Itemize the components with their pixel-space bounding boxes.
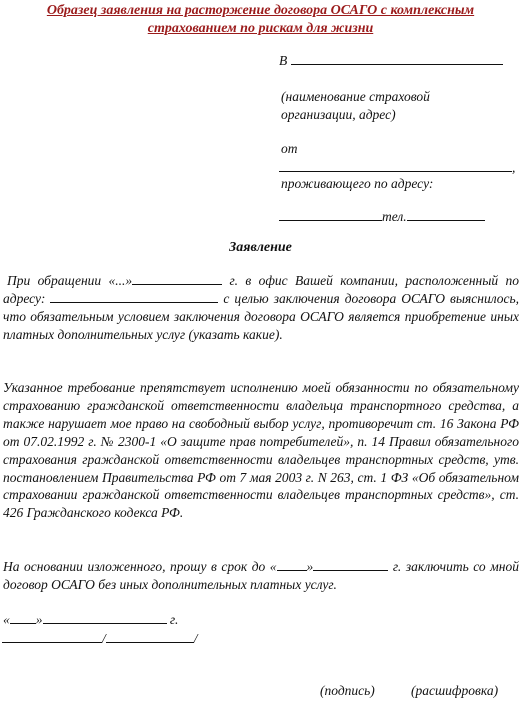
paragraph-2 [3,379,519,522]
date-day-blank [10,611,36,624]
phone-label: тел. [382,209,407,224]
paragraph-1 [3,272,519,344]
signature-line [2,630,198,647]
paragraph-1-part-2: г. в офис Вашей компании, расположенный по адресу: [3,273,520,306]
signature-label: (подпись) [320,683,375,698]
date-year-suffix: г. [169,612,179,627]
from-label: от [281,141,298,156]
decoding-label: (расшифровка) [411,683,499,698]
applicant-name-blank [279,159,512,172]
office-address-blank [50,291,218,303]
insurer-name-blank [291,52,503,65]
date-line [3,611,178,628]
phone-blank [407,208,485,221]
date-open-quote: « [3,612,10,627]
paragraph-1-part-1: При обращении «...» [7,273,133,288]
paragraph-3-part-1: На основании изложенного, прошу в срок до « [3,559,277,574]
addressee-line [279,52,503,69]
paragraph-2-text: Указанное требование препятствует исполнению моей обязанности по обязательному страхованию гражданской ответственности владельца транспортного средства, а также нарушает мое право на свободный выбор услуг, противоречит ст. 16 Закона РФ от 07.02.1992 г. № 2300-1 «О защите прав потребителей», п. 14 Правил обязательного страхования гражданской ответственности владельцев транспортных средств, утв. постановлением Правительства РФ от 7 мая 2003 г. N 263, ст. 1 ФЗ «Об обязательном страховании гражданской ответственности владельцев транспортных средств», ст. 426 Гражданского кодекса РФ. [3,380,519,521]
paragraph-3-part-3: г. заключить со мной договор ОСАГО без иных дополнительных платных услуг. [3,559,519,592]
title-line-2: страхованием по рискам для жизни [147,21,374,36]
from-line [279,159,515,176]
title-line-1: Образец заявления на расторжение договора ОСАГО с комплексным [46,3,475,18]
deadline-month-blank [313,559,388,571]
signature-blank [2,630,102,643]
deadline-day-blank [277,559,307,571]
date-close-quote: » [35,612,43,627]
phone-line [279,208,485,225]
paragraph-3 [3,558,519,594]
paragraph-1-part-3: с целью заключения договора ОСАГО выяснилось, что обязательным условием заключения договора ОСАГО является приобретение иных платных дополнительных услуг (указать какие). [3,290,520,342]
to-prefix: В [279,53,288,68]
insurer-note-line-2: организации, адрес) [281,107,396,122]
signature-slash-2: / [193,631,198,646]
paragraph-3-part-2: » [306,559,314,574]
address-blank [279,208,382,221]
signature-slash-1: / [102,631,106,646]
residing-label: проживающего по адресу: [281,176,434,191]
visit-date-blank [132,273,222,285]
decoding-blank [106,630,194,643]
document-heading: Заявление [229,240,292,255]
date-month-blank [43,611,167,624]
insurer-note-line-1: (наименование страховой [281,89,430,104]
document-title [0,2,521,38]
from-comma: , [512,160,516,175]
